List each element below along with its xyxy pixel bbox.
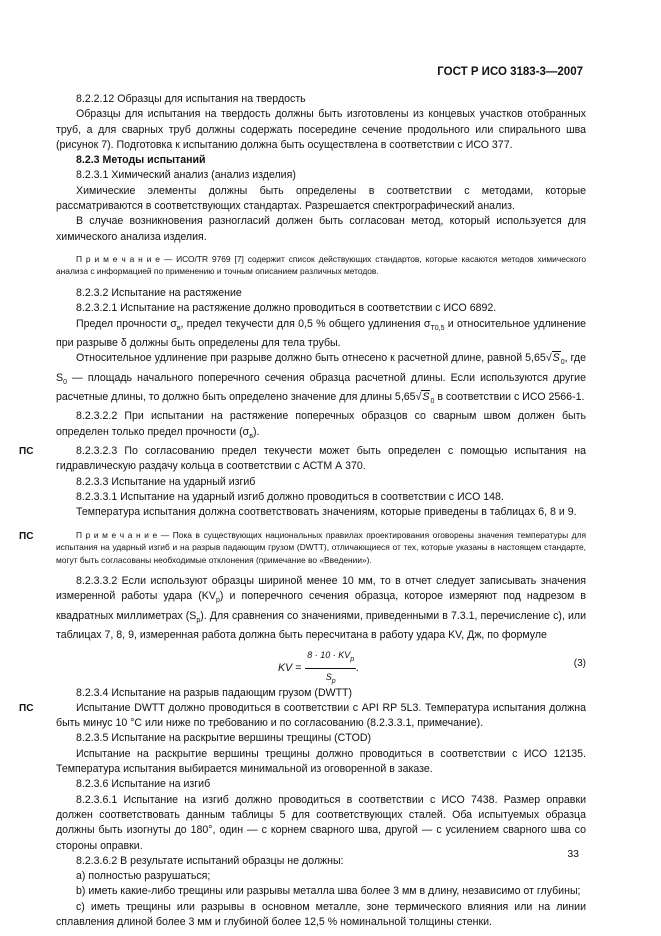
pc-note xyxy=(19,529,586,567)
sqrt-symbol: √ xyxy=(415,391,422,404)
pc-marker: ПС xyxy=(19,702,34,714)
paragraph: 8.2.3.3.2 Если используют образцы шириной менее 10 мм, то в отчет следует записывать значения измеренной работы удара $(KV_p)$ и поперечного сечения образца, которое измеряют под надрезом в квадратных миллиметрах $(S_p)$. Для сравнения со значениями, приведенными в 7.3.1, перечисление c), или таблицах 7, 8, 9, измеренная работа должна быть пересчитана в работу удара KV, Дж, по формуле xyxy=(56,575,586,642)
page-number: 33 xyxy=(567,848,579,860)
note: П р и м е ч а н и е — ИСО/TR 9769 [7] содержит список действующих стандартов, которые касаются методов химического анализа с информацией по применению и точным описанием различных методов. xyxy=(56,253,586,277)
pc-marker: ПС xyxy=(19,446,34,458)
paragraph: 8.2.3.2.1 Испытание на растяжение должно проводиться в соответствии с ИСО 6892. xyxy=(76,302,497,315)
paragraph: Испытание DWTT должно проводиться в соответствии с API RP 5L3. Температура испытания должна быть минус 10 °С или ниже по требованию и по согласованию (8.2.3.3.1, примечание). xyxy=(56,701,586,730)
formula-fraction: $\frac{8 \cdot 10 \cdot KV_p}{S_p}$ xyxy=(307,649,355,685)
list-item: a) полностью разрушаться; xyxy=(76,870,211,883)
section-heading: 8.2.3.2 Испытание на растяжение xyxy=(76,286,242,299)
section-heading: 8.2.3.3 Испытание на ударный изгиб xyxy=(76,475,256,488)
paragraph: 8.2.3.2.3 По согласованию предел текучести может быть определен с помощью испытания на гидравлическую раздачу кольца в соответствии с АСТМ А 370. xyxy=(56,445,586,473)
pc-paragraph xyxy=(19,701,586,732)
paragraph: Относительное удлинение при разрыве должно быть отнесено к расчетной длине, равной $5,65√S_0$, где $S_0$ — площадь начального поперечного сечения образца расчетной длины. Если используются другие расчетные длины, то должно быть определено значение для длины $5,65√S_0$ в соответствии с ИСО 2566-1. xyxy=(56,352,586,406)
paragraph: В случае возникновения разногласий должен быть согласован метод, который используется для химического анализа изделия. xyxy=(56,215,586,243)
note: П р и м е ч а н и е — Пока в существующих национальных правилах проектирования оговорены значения температуры для испытания на ударный изгиб и на разрыв падающим грузом (DWTT), отличающиеся от тех, которые указаны в настоящем стандарте, могут быть согласованы необходимые отклонения (примечание во «Введении»). xyxy=(56,529,586,565)
document-header: ГОСТ Р ИСО 3183-3—2007 xyxy=(437,66,583,78)
section-heading: 8.2.3.5 Испытание на раскрытие вершины трещины (CTOD) xyxy=(76,732,372,745)
paragraph: 8.2.3.3.1 Испытание на ударный изгиб должно проводиться в соответствии с ИСО 148. xyxy=(76,491,504,504)
list-item: c) иметь трещины или разрывы в основном металле, зоне термического влияния или на линии сплавления длиной более 3 мм и глубиной более 12,5 % номинальной толщины стенки. xyxy=(56,900,586,929)
paragraph: Предел прочности $\sigma_в$, предел текучести для 0,5 % общего удлинения $\sigma_{T0,5}$ и относительное удлинение при разрыве δ должны быть определены для тела трубы. xyxy=(56,317,587,349)
document-body xyxy=(19,92,587,930)
pc-marker: ПС xyxy=(19,530,34,542)
paragraph: Испытание на раскрытие вершины трещины должно проводиться в соответствии с ИСО 12135. Температура испытания выбирается минимальной из оговоренной в заказе. xyxy=(56,747,586,776)
paragraph: 8.2.3.6.2 В результате испытаний образцы не должны: xyxy=(76,854,344,867)
pc-paragraph xyxy=(19,444,586,475)
paragraph: 8.2.3.2.2 При испытании на растяжение поперечных образцов со сварным швом должен быть определен только предел прочности $(\sigma_в)$. xyxy=(56,410,586,440)
list-item: b) иметь какие-либо трещины или разрывы металла шва более 3 мм в длину, независимо от глубины; xyxy=(76,885,581,898)
section-heading: 8.2.3.4 Испытание на разрыв падающим грузом (DWTT) xyxy=(76,686,353,699)
paragraph: 8.2.3.6.1 Испытание на изгиб должно проводиться в соответствии с ИСО 7438. Размер оправки должен соответствовать данным таблицы 5 для соответствующих сталей. Оба испытуемых образца должны быть изогнуты до 180°, один — с корнем сварного шва, другой — с усилением сварного шва со стороны оправки. xyxy=(56,793,586,852)
section-heading: 8.2.3.1 Химический анализ (анализ изделия) xyxy=(76,169,296,182)
paragraph: Химические элементы должны быть определены в соответствии с методами, которые рассматриваются в соответствующих стандартах. Разрешается спектрографический анализ. xyxy=(56,184,586,213)
formula-block xyxy=(56,648,586,685)
equation-number: (3) xyxy=(573,657,586,669)
section-heading: 8.2.3 Методы испытаний xyxy=(76,154,206,167)
section-heading: 8.2.2.12 Образцы для испытания на твердость xyxy=(76,93,306,105)
section-heading: 8.2.3.6 Испытание на изгиб xyxy=(76,778,211,791)
paragraph: Образцы для испытания на твердость должны быть изготовлены из концевых участков отобранных труб, а для сварных труб должны содержать посередине сечение продольного или спирального шва (рисунок 7). Подготовка к испытанию должна быть осуществлена в соответствии с ИСО 377. xyxy=(56,108,586,151)
paragraph: Температура испытания должна соответствовать значениям, которые приведены в таблицах 6, 8 и 9. xyxy=(76,506,577,519)
sqrt-symbol: √ xyxy=(545,352,552,365)
formula: KV = $\frac{8 \cdot 10 \cdot KV_p}{S_p}$ . xyxy=(278,648,359,689)
